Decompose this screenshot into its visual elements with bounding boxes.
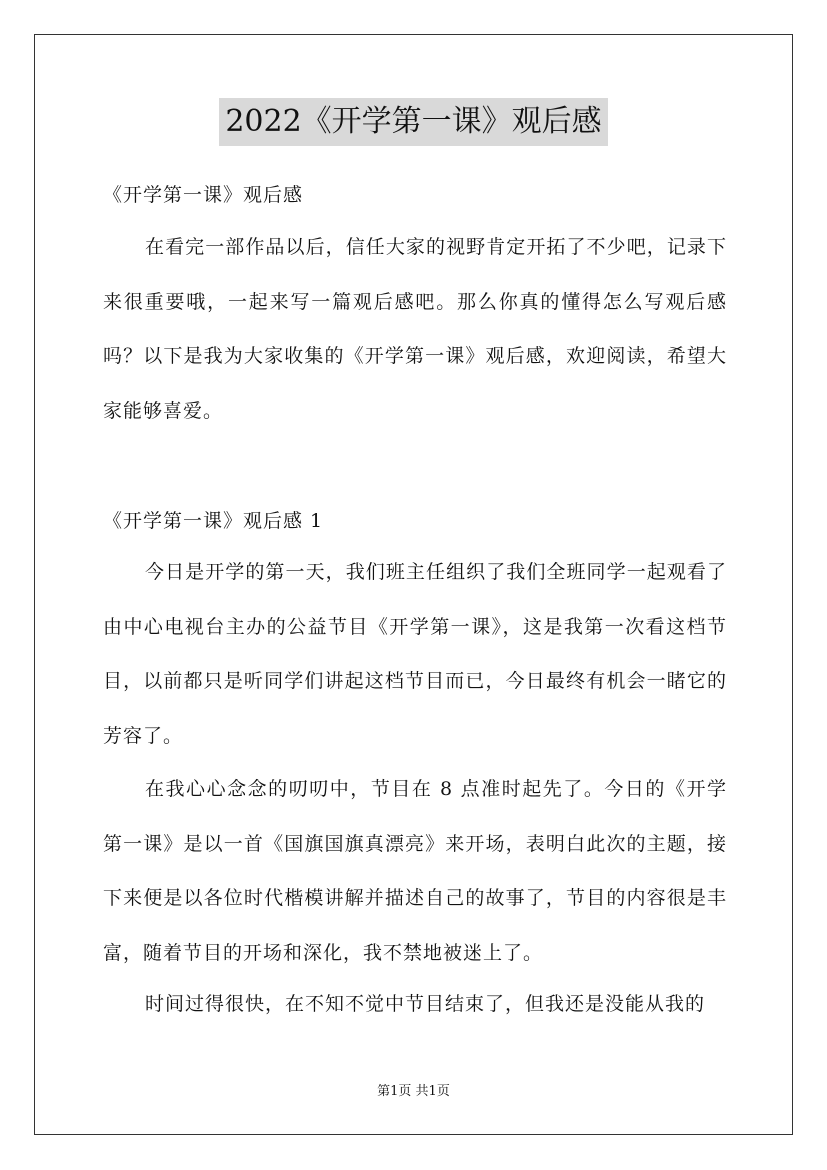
section-heading-intro: 《开学第一课》观后感 xyxy=(103,184,304,206)
page-footer: 第1页 共1页 xyxy=(377,1084,450,1099)
section-heading-1: 《开学第一课》观后感 1 xyxy=(103,510,324,532)
paragraph-1: 今日是开学的第一天，我们班主任组织了我们全班同学一起观看了由中心电视台主办的公益节目《开学第一课》，这是我第一次看这档节目，以前都只是听同学们讲起这档节目而已，今日最终有机会一睹它的芳容了。 xyxy=(103,561,727,747)
paragraph-2: 在我心心念念的叨叨中，节目在 8 点准时起先了。今日的《开学第一课》是以一首《国旗国旗真漂亮》来开场，表明白此次的主题，接下来便是以各位时代楷模讲解并描述自己的故事了，节目的内容很是丰富，随着节目的开场和深化，我不禁地被迷上了。 xyxy=(103,778,727,964)
paragraph-3: 时间过得很快，在不知不觉中节目结束了，但我还是没能从我的 xyxy=(145,993,706,1015)
title-container xyxy=(0,98,827,146)
document-title: 2022《开学第一课》观后感 xyxy=(219,98,607,146)
intro-paragraph: 在看完一部作品以后，信任大家的视野肯定开拓了不少吧，记录下来很重要哦，一起来写一篇观后感吧。那么你真的懂得怎么写观后感吗？以下是我为大家收集的《开学第一课》观后感，欢迎阅读，希望大家能够喜爱。 xyxy=(103,236,727,422)
